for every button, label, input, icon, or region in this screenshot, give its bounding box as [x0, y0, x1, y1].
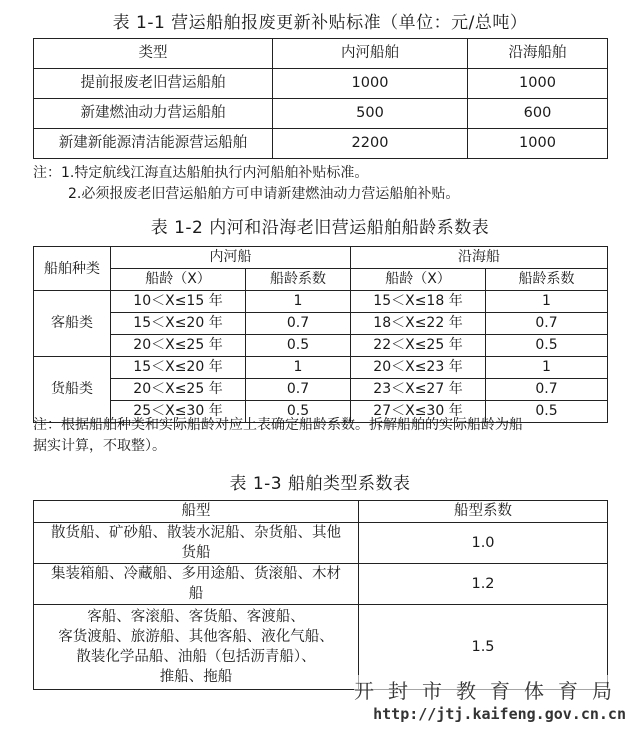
cell-coastal: 1000	[468, 69, 608, 99]
cell-inland-coef: 0.5	[246, 335, 351, 357]
table-row	[34, 99, 608, 129]
table-row	[34, 379, 608, 401]
subheader-inland-coef: 船龄系数	[246, 269, 351, 291]
ship-age-coefficient-table	[33, 246, 608, 423]
cell-inland-age: 15＜X≤20 年	[111, 357, 246, 379]
cell-inland: 500	[273, 99, 468, 129]
cell-coastal-coef: 0.7	[486, 313, 608, 335]
ship-types-line: 散装化学品船、油船（包括沥青船）、	[76, 649, 316, 665]
cell-ship-types	[34, 523, 359, 564]
header-inland: 内河船舶	[273, 39, 468, 69]
header-inland: 内河船	[111, 247, 351, 269]
cell-coastal-coef: 0.5	[486, 335, 608, 357]
ship-types-line: 船	[188, 586, 204, 602]
cell-coastal-coef: 1	[486, 357, 608, 379]
cell-coastal-age: 23＜X≤27 年	[351, 379, 486, 401]
table-row	[34, 69, 608, 99]
table2-note-line1: 注：根据船舶种类和实际船龄对应上表确定船龄系数。拆解船舶的实际船龄为船	[33, 417, 523, 433]
cell-inland-coef: 1	[246, 357, 351, 379]
watermark-url: http://jtj.kaifeng.gov.cn.cn	[373, 705, 626, 723]
cell-coastal: 1000	[468, 129, 608, 159]
cell-inland-age: 20＜X≤25 年	[111, 335, 246, 357]
header-coastal: 沿海船	[351, 247, 608, 269]
header-coastal: 沿海船舶	[468, 39, 608, 69]
cell-inland-coef: 0.7	[246, 379, 351, 401]
table1-title: 表 1-1 营运船舶报废更新补贴标准（单位：元/总吨）	[112, 13, 528, 33]
group-passenger: 客船类	[34, 291, 111, 357]
ship-types-line: 散货船、矿砂船、散装水泥船、杂货船、其他	[51, 525, 341, 541]
ship-types-line: 推船、拖船	[159, 669, 233, 685]
cell-inland: 1000	[273, 69, 468, 99]
cell-coastal-coef: 1	[486, 291, 608, 313]
table1-note-2: 2.必须报废老旧营运船舶方可申请新建燃油动力营运船舶补贴。	[68, 186, 460, 202]
table3-title: 表 1-3 船舶类型系数表	[229, 474, 411, 494]
cell-coastal: 600	[468, 99, 608, 129]
cell-type-coef: 1.2	[359, 564, 608, 605]
cell-type-coef: 1.0	[359, 523, 608, 564]
table-row	[34, 313, 608, 335]
table-row	[34, 564, 608, 605]
header-type: 类型	[34, 39, 273, 69]
header-type-coef: 船型系数	[359, 501, 608, 523]
cell-inland-age: 20＜X≤25 年	[111, 379, 246, 401]
subheader-coastal-coef: 船龄系数	[486, 269, 608, 291]
table-row	[34, 523, 608, 564]
table2-note-line2: 据实计算，不取整）。	[33, 438, 166, 454]
ship-types-line: 集装箱船、冷藏船、多用途船、货滚船、木材	[51, 566, 341, 582]
ship-types-line: 客货渡船、旅游船、其他客船、液化气船、	[58, 629, 334, 645]
cell-inland-age: 10＜X≤15 年	[111, 291, 246, 313]
table-row	[34, 357, 608, 379]
cell-ship-types	[34, 564, 359, 605]
header-ship-type: 船型	[34, 501, 359, 523]
cell-inland-coef: 0.5	[246, 401, 351, 423]
table1-note-1: 注：1.特定航线江海直达船舶执行内河船舶补贴标准。	[33, 165, 369, 181]
cell-coastal-coef: 0.5	[486, 401, 608, 423]
table-row	[34, 335, 608, 357]
cell-type: 提前报废老旧营运船舶	[34, 69, 273, 99]
cell-coastal-coef: 0.7	[486, 379, 608, 401]
table-row	[34, 291, 608, 313]
table-header-row	[34, 247, 608, 269]
cell-type-coef: 1.5	[359, 605, 608, 690]
cell-ship-types	[34, 605, 359, 690]
group-cargo: 货船类	[34, 357, 111, 423]
cell-inland-coef: 0.7	[246, 313, 351, 335]
subheader-coastal-age: 船龄（X）	[351, 269, 486, 291]
cell-coastal-age: 18＜X≤22 年	[351, 313, 486, 335]
subheader-inland-age: 船龄（X）	[111, 269, 246, 291]
cell-coastal-age: 15＜X≤18 年	[351, 291, 486, 313]
cell-inland-age: 15＜X≤20 年	[111, 313, 246, 335]
table-header-row	[34, 39, 608, 69]
cell-coastal-age: 20＜X≤23 年	[351, 357, 486, 379]
cell-inland-coef: 1	[246, 291, 351, 313]
cell-type: 新建新能源清洁能源营运船舶	[34, 129, 273, 159]
cell-inland-age: 25＜X≤30 年	[111, 401, 246, 423]
watermark-org: 开封市教育体育局	[354, 675, 626, 704]
table-header-row	[34, 501, 608, 523]
ship-type-coefficient-table	[33, 500, 608, 690]
table-subheader-row	[34, 269, 608, 291]
cell-type: 新建燃油动力营运船舶	[34, 99, 273, 129]
cell-coastal-age: 22＜X≤25 年	[351, 335, 486, 357]
table2-title: 表 1-2 内河和沿海老旧营运船舶船龄系数表	[150, 218, 490, 238]
cell-inland: 2200	[273, 129, 468, 159]
ship-types-line: 客船、客滚船、客货船、客渡船、	[87, 609, 305, 625]
cell-coastal-age: 27＜X≤30 年	[351, 401, 486, 423]
ship-types-line: 货船	[181, 545, 211, 561]
subsidy-standard-table	[33, 38, 608, 159]
table-row	[34, 129, 608, 159]
header-ship-type: 船舶种类	[34, 247, 111, 291]
